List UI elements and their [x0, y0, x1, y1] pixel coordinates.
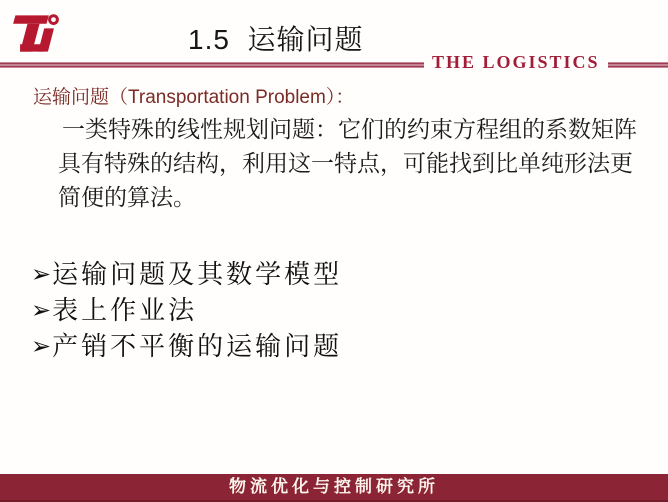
footer-institute-label: 物流优化与控制研究所 — [229, 477, 439, 496]
tli-logo-icon — [8, 10, 60, 58]
list-item-label: 产销不平衡的运输问题 — [52, 331, 343, 361]
list-item-label: 表上作业法 — [52, 295, 198, 325]
list-item — [31, 256, 342, 292]
list-item-label: 运输问题及其数学模型 — [52, 259, 343, 289]
list-item — [31, 292, 342, 328]
arrowhead-bullet-icon: ➢ — [31, 296, 52, 324]
list-item — [31, 328, 342, 364]
footer-bar — [0, 474, 668, 502]
page-title: 1.5 运输问题 — [188, 24, 364, 55]
arrowhead-bullet-icon: ➢ — [31, 332, 52, 360]
arrowhead-bullet-icon: ➢ — [31, 260, 52, 288]
section-heading: 运输问题（Transportation Problem）： — [33, 87, 355, 108]
definition-paragraph: 一类特殊的线性规划问题：它们的约束方程组的系数矩阵具有特殊的结构，利用这一特点，可能找到比单纯形法更简便的算法。 — [58, 116, 637, 210]
brand-logotype: THE LOGISTICS — [424, 52, 608, 73]
topic-list — [31, 256, 342, 364]
